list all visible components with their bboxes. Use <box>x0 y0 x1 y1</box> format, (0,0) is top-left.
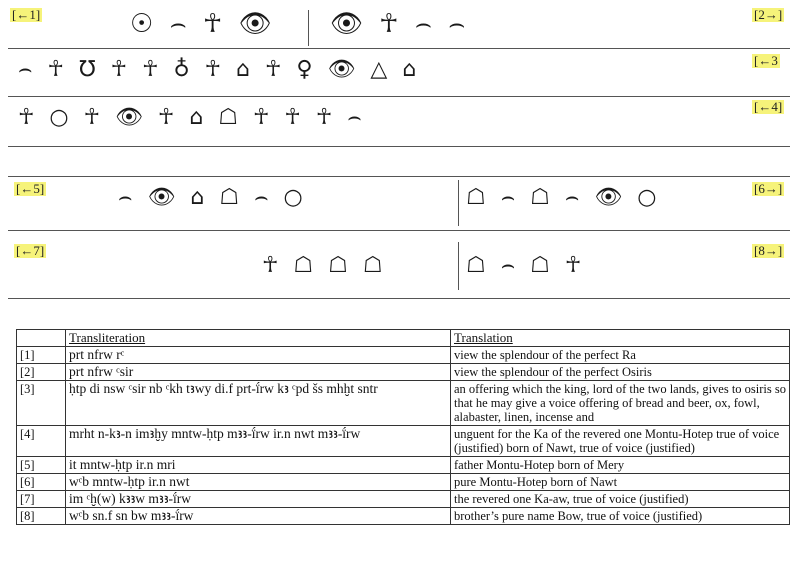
row-divider <box>8 48 790 49</box>
line-tag-4: [←4] <box>754 99 783 114</box>
table-row <box>17 508 790 525</box>
translation-cell: pure Montu-Hotep born of Nawt <box>451 474 790 491</box>
transliteration-cell: im ᶜḫ(w) kꜣꜣw mꜣꜣ-ḯrw <box>66 491 451 508</box>
header-translation: Translation <box>451 330 790 347</box>
row-number: [7] <box>17 491 66 508</box>
translation-cell: father Montu-Hotep born of Mery <box>451 457 790 474</box>
row-number: [8] <box>17 508 66 525</box>
transliteration-cell: prt nfrw rᶜ <box>66 347 451 364</box>
header-transliteration: Transliteration <box>66 330 451 347</box>
row-number: [2] <box>17 364 66 381</box>
hieroglyph-row-7a: ☥ ☖ ☖ ☖ <box>262 253 387 278</box>
translation-table <box>16 329 790 525</box>
column-divider <box>458 242 459 290</box>
line-tag-8: [8→] <box>754 243 783 258</box>
row-divider <box>8 146 790 147</box>
row-number: [6] <box>17 474 66 491</box>
hieroglyph-row-3: ☥ ○ ☥ 👁 ☥ ⌂ ☖ ☥ ☥ ☥ ⌢ <box>18 105 366 130</box>
hieroglyph-row-5a: ⌢ 👁 ⌂ ☖ ⌢ ○ <box>118 185 307 210</box>
hieroglyph-row-2: ⌢ ☥ ℧ ☥ ☥ ♁ ☥ ⌂ ☥ ♀ 👁 △ ⌂ <box>18 57 421 82</box>
transliteration-cell: wᶜb mntw-ḥtp ir.n nwt <box>66 474 451 491</box>
transliteration-cell: prt nfrw ᶜsir <box>66 364 451 381</box>
row-divider <box>8 298 790 299</box>
line-tag-6: [6→] <box>754 181 783 196</box>
translation-cell: brother’s pure name Bow, true of voice (justified) <box>451 508 790 525</box>
column-divider <box>308 10 309 46</box>
translation-cell: the revered one Ka-aw, true of voice (justified) <box>451 491 790 508</box>
translation-cell: view the splendour of the perfect Osiris <box>451 364 790 381</box>
line-tag-7: [←7] <box>16 243 45 258</box>
row-number: [3] <box>17 381 66 426</box>
hieroglyph-row-1a: ☉ ⌢ ☥ 👁 <box>130 9 276 39</box>
line-tag-3: [←3 <box>754 53 778 68</box>
table-row <box>17 457 790 474</box>
table-row <box>17 491 790 508</box>
table-row <box>17 381 790 426</box>
header-number <box>17 330 66 347</box>
table-row <box>17 364 790 381</box>
translation-cell: an offering which the king, lord of the two lands, gives to osiris so that he may give a voice offering of bread and beer, ox, fowl, alabaster, linen, incense and <box>451 381 790 426</box>
row-number: [5] <box>17 457 66 474</box>
column-divider <box>458 180 459 226</box>
transliteration-cell: wᶜb sn.f sn bw mꜣꜣ-ḯrw <box>66 508 451 525</box>
transliteration-cell: ḥtp di nsw ᶜsir nb ᶜkh tꜣwy di.f prt-ḯrw kꜣ ᶜpd šs mhḫt sntr <box>66 381 451 426</box>
hieroglyph-row-5b: ☖ ⌢ ☖ ⌢ 👁 ○ <box>466 185 661 210</box>
line-tag-1: [←1] <box>12 7 41 22</box>
line-tag-2: [2→] <box>754 7 783 22</box>
table-header-row <box>17 330 790 347</box>
transliteration-cell: mrht n-kꜣ-n imꜣḫy mntw-ḥtp mꜣꜣ-ḯrw ir.n nwt mꜣꜣ-ḯrw <box>66 426 451 457</box>
hieroglyph-row-1b: 👁 ☥ ⌢ ⌢ <box>330 9 470 39</box>
row-number: [1] <box>17 347 66 364</box>
table-row <box>17 426 790 457</box>
row-number: [4] <box>17 426 66 457</box>
translation-cell: unguent for the Ka of the revered one Montu-Hotep true of voice (justified) born of Nawt, true of voice (justified) <box>451 426 790 457</box>
hieroglyph-row-7b: ☖ ⌢ ☖ ☥ <box>466 253 586 278</box>
transliteration-cell: it mntw-ḥtp ir.n mri <box>66 457 451 474</box>
table-row <box>17 474 790 491</box>
table-row <box>17 347 790 364</box>
row-divider <box>8 176 790 177</box>
translation-cell: view the splendour of the perfect Ra <box>451 347 790 364</box>
row-divider <box>8 230 790 231</box>
line-tag-5: [←5] <box>16 181 45 196</box>
row-divider <box>8 96 790 97</box>
